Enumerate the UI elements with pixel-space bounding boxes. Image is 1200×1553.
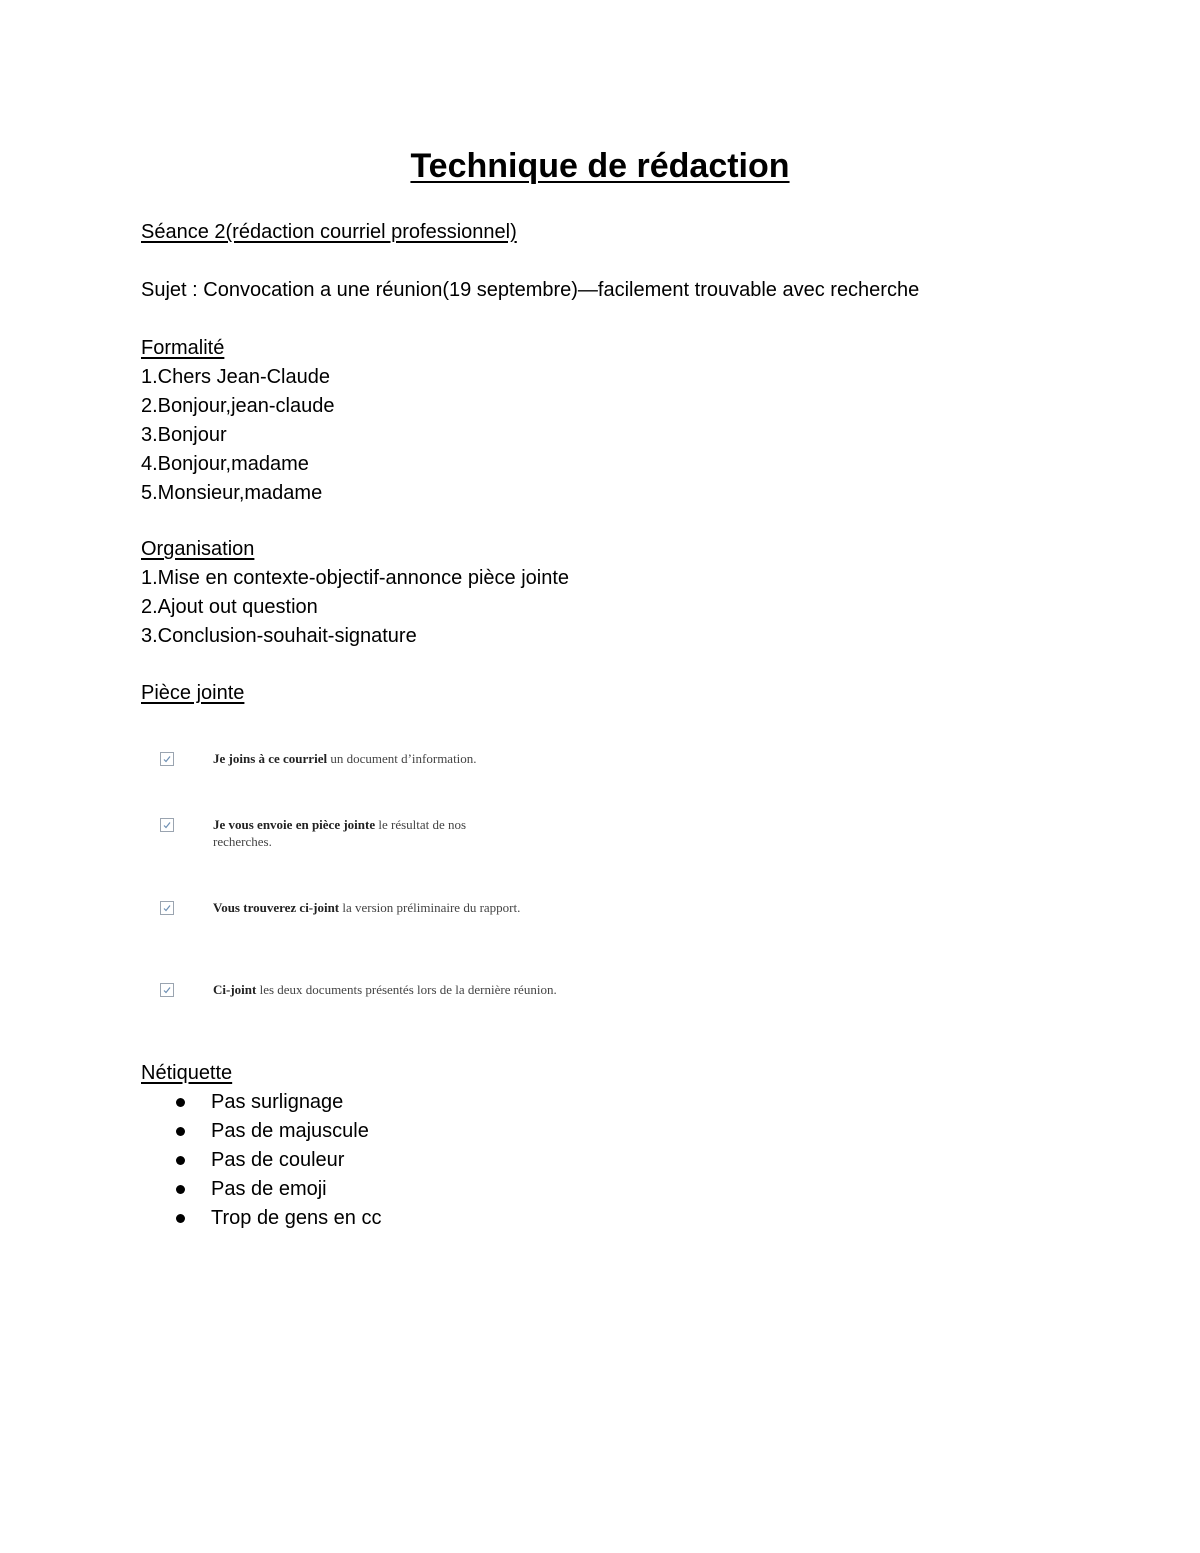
bullet-icon bbox=[176, 1098, 185, 1107]
seance-label: Séance 2(rédaction courriel professionnel) bbox=[141, 221, 517, 243]
piece-jointe-heading-row bbox=[141, 679, 244, 708]
bullet-icon bbox=[176, 1127, 185, 1136]
formalite-item: 2.Bonjour,jean-claude bbox=[141, 395, 335, 417]
formalite-section bbox=[141, 334, 334, 508]
piece-jointe-heading: Pièce jointe bbox=[141, 682, 245, 704]
list-item-text: Trop de gens en cc bbox=[211, 1207, 382, 1229]
formalite-item: 3.Bonjour bbox=[141, 424, 227, 446]
bullet-icon bbox=[176, 1214, 185, 1223]
attachment-example-text: Je vous envoie en pièce jointe le résultat de nos recherches. bbox=[213, 817, 467, 849]
bullet-icon bbox=[176, 1185, 185, 1194]
checkbox-icon bbox=[160, 901, 174, 915]
list-item-text: Pas surlignage bbox=[211, 1091, 344, 1113]
list-item-text: Pas de emoji bbox=[211, 1178, 327, 1200]
checkbox-icon bbox=[160, 818, 174, 832]
list-item-text: Pas de majuscule bbox=[211, 1120, 369, 1142]
netiquette-heading-row bbox=[141, 1059, 232, 1088]
document-title: Technique de rédaction bbox=[410, 147, 790, 185]
organisation-heading: Organisation bbox=[141, 538, 255, 560]
formalite-heading: Formalité bbox=[141, 337, 225, 359]
checkbox-icon bbox=[160, 752, 174, 766]
sujet-line: Sujet : Convocation a une réunion(19 septembre)—facilement trouvable avec recherche bbox=[141, 279, 920, 301]
attachment-examples-image bbox=[150, 738, 590, 1028]
organisation-item: 1.Mise en contexte-objectif-annonce pièce jointe bbox=[141, 567, 570, 589]
formalite-item: 4.Bonjour,madame bbox=[141, 453, 309, 475]
attachment-example-text: Vous trouverez ci-joint la version préliminaire du rapport. bbox=[213, 900, 521, 915]
seance-heading bbox=[141, 218, 517, 247]
formalite-item: 5.Monsieur,madame bbox=[141, 482, 323, 504]
netiquette-heading: Nétiquette bbox=[141, 1062, 233, 1084]
organisation-section bbox=[141, 535, 569, 651]
attachment-example-text: Je joins à ce courriel un document d’information. bbox=[213, 751, 477, 766]
organisation-item: 3.Conclusion-souhait-signature bbox=[141, 625, 417, 647]
attachment-example-text: Ci-joint les deux documents présentés lors de la dernière réunion. bbox=[213, 982, 557, 997]
checkbox-icon bbox=[160, 983, 174, 997]
bullet-icon bbox=[176, 1156, 185, 1165]
list-item-text: Pas de couleur bbox=[211, 1149, 345, 1171]
formalite-item: 1.Chers Jean-Claude bbox=[141, 366, 330, 388]
organisation-item: 2.Ajout out question bbox=[141, 596, 318, 618]
